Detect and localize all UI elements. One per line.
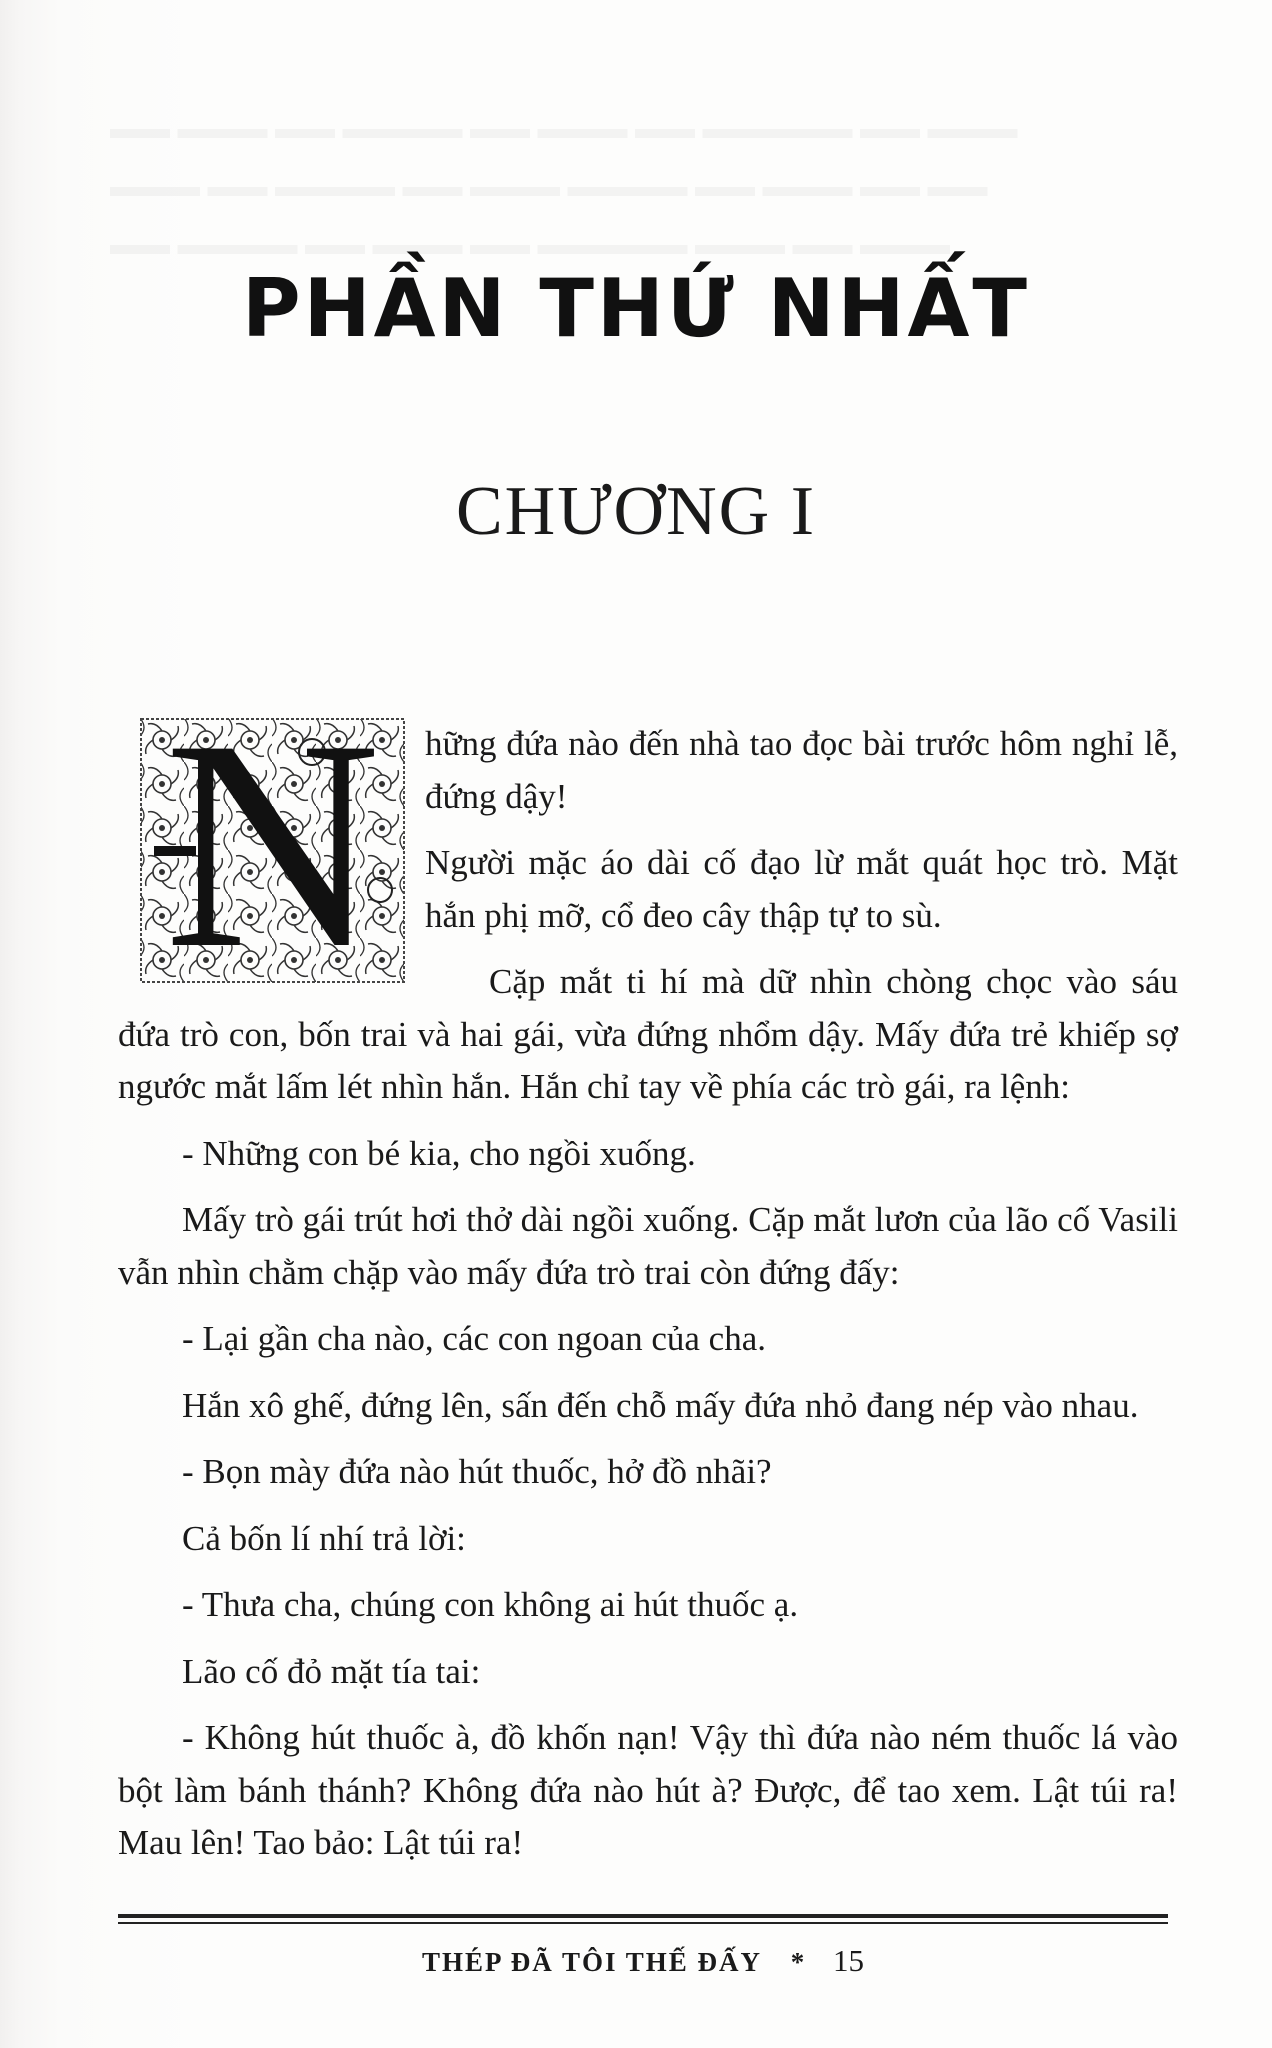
paragraph: - Lại gần cha nào, các con ngoan của cha. (182, 1319, 766, 1358)
running-footer (118, 1943, 1168, 1979)
drop-cap (140, 678, 405, 1010)
paragraph: Hắn xô ghế, đứng lên, sấn đến chỗ mấy đứa nhỏ đang nép vào nhau. (182, 1385, 1139, 1425)
chapter-title: CHƯƠNG I (455, 473, 817, 550)
paragraph: Người mặc áo dài cố đạo lừ mắt quát học trò. Mặt hắn phị mỡ, cổ đeo cây thập tự to sù. (425, 843, 1178, 935)
bleed-through (110, 158, 1170, 216)
paragraph: Mấy trò gái trút hơi thở dài ngồi xuống. Cặp mắt lươn của lão cố Vasili vẫn nhìn chằm chặp vào mấy đứa trò trai còn đứng đấy: (118, 1200, 1178, 1292)
paragraph: Lão cố đỏ mặt tía tai: (182, 1651, 481, 1691)
footer-separator: * (790, 1947, 805, 1977)
page-number: 15 (833, 1943, 865, 1978)
book-title: THÉP ĐÃ TÔI THẾ ĐẤY (421, 1947, 763, 1977)
footer-rule-thin (118, 1922, 1168, 1924)
paragraph: Cả bốn lí nhí trả lời: (182, 1518, 466, 1558)
paragraph: - Bọn mày đứa nào hút thuốc, hở đồ nhãi? (182, 1452, 772, 1491)
part-title: PHẦN THỨ NHẤT (242, 262, 1030, 355)
paragraph: Cặp mắt ti hí mà dữ nhìn chòng chọc vào sáu đứa trò con, bốn trai và hai gái, vừa đứng nhổm dậy. Mấy đứa trẻ khiếp sợ ngước mắt lấm lét nhìn hắn. Hắn chỉ tay về phía các trò gái, ra lệnh: (118, 962, 1178, 1106)
bleed-through (110, 100, 1170, 158)
paragraph: - Không hút thuốc à, đồ khốn nạn! Vậy thì đứa nào ném thuốc lá vào bột làm bánh thánh? Không đứa nào hút à? Được, để tao xem. Lật túi ra! Mau lên! Tao bảo: Lật túi ra! (118, 1718, 1178, 1862)
body-text (118, 678, 1178, 1884)
paragraph: - Thưa cha, chúng con không ai hút thuốc ạ. (182, 1585, 799, 1624)
paragraph: - Những con bé kia, cho ngồi xuống. (182, 1133, 696, 1173)
paragraph: hững đứa nào đến nhà tao đọc bài trước hôm nghỉ lễ, đứng dậy! (425, 724, 1178, 816)
footer-rule-thick (118, 1914, 1168, 1918)
drop-cap-letter: N (164, 678, 381, 1010)
